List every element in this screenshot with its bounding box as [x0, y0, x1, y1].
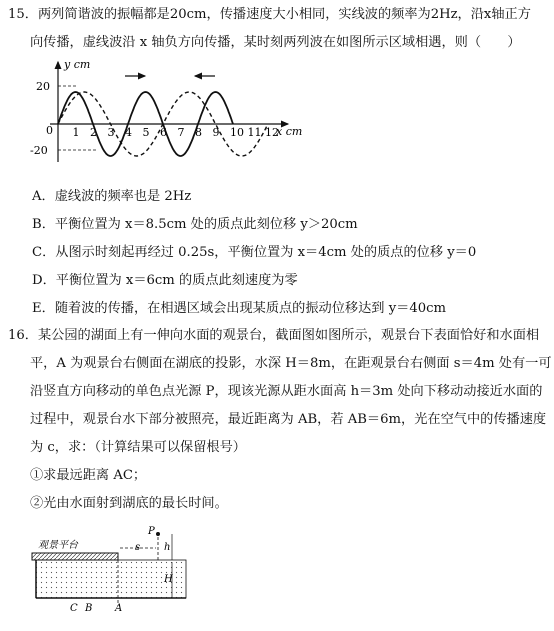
- q15-option-a: A．虚线波的频率也是 2Hz: [32, 189, 192, 204]
- h-label: h: [164, 542, 171, 553]
- origin-label: 0: [46, 124, 53, 137]
- q16-stem-line4: 过程中，观景台水下部分被照亮，最近距离为 AB，若 AB＝6m，光在空气中的传播速度: [30, 412, 547, 427]
- big-h-label: H: [164, 574, 173, 585]
- x-tick-label: 7: [177, 126, 185, 139]
- q16-subquestion-2: ②光由水面射到湖底的最长时间。: [30, 496, 228, 511]
- q16-stem-line3: 沿竖直方向移动的单色点光源 P，现该光源从距水面高 h＝3m 处向下移动动接近水面的: [30, 384, 543, 399]
- x-tick-label: 1: [72, 126, 80, 139]
- point-a-label: A: [115, 603, 123, 614]
- q15-stem-line1: 15．两列简谐波的振幅都是20cm，传播速度大小相同，实线波的频率为2Hz，沿x轴正方: [8, 7, 531, 22]
- x-tick-label: 9: [212, 126, 220, 139]
- x-tick-label: 6: [160, 126, 167, 139]
- x-tick-label: 8: [195, 126, 202, 139]
- x-tick-label: 3: [107, 126, 115, 139]
- x-tick-label: 4: [125, 126, 132, 139]
- q15-option-b: B．平衡位置为 x＝8.5cm 处的质点此刻位移 y＞20cm: [32, 217, 358, 232]
- point-b-label: B: [85, 603, 93, 614]
- p-label: P: [148, 526, 155, 537]
- q16-stem-line1: 16．某公园的湖面上有一伸向水面的观景台，截面图如图所示，观景台下表面恰好和水面相: [8, 328, 540, 343]
- x-tick-label: 11: [247, 126, 262, 139]
- q16-stem-line5: 为 c，求：（计算结果可以保留根号）: [30, 440, 246, 455]
- y-tick-label: -20: [30, 144, 48, 157]
- platform-label: 观景平台: [38, 540, 78, 551]
- q16-stem-line2: 平，A 为观景台右侧面在湖底的投影，水深 H＝8m，在距观景台右侧面 s＝4m 处有一可: [30, 356, 552, 371]
- q15-option-e: E．随着波的传播，在相遇区域会出现某质点的振动位移达到 y＝40cm: [32, 301, 447, 316]
- x-tick-label: 5: [142, 126, 150, 139]
- point-c-label: C: [70, 603, 78, 614]
- q15-option-c: C．从图示时刻起再经过 0.25s，平衡位置为 x＝4cm 处的质点的位移 y＝0: [32, 245, 477, 260]
- light-source-p: [156, 532, 160, 536]
- q16-subquestion-1: ①求最远距离 AC；: [30, 468, 147, 483]
- wave-graph: [0, 58, 554, 178]
- x-tick-label: 2: [90, 126, 97, 139]
- y-tick-label: 20: [36, 80, 50, 93]
- viewing-platform: [32, 553, 118, 560]
- s-label: s: [135, 542, 141, 553]
- x-tick-label: 12: [265, 126, 279, 139]
- x-axis-label: x cm: [276, 125, 303, 138]
- q15-option-d: D．平衡位置为 x＝6cm 的质点此刻速度为零: [32, 273, 298, 288]
- y-axis-label: y cm: [64, 58, 91, 71]
- x-tick-label: 10: [230, 126, 244, 139]
- q15-stem-line2: 向传播，虚线波沿 x 轴负方向传播，某时刻两列波在如图所示区域相遇，则（ ）: [30, 35, 521, 50]
- lake-platform-figure: [0, 526, 554, 626]
